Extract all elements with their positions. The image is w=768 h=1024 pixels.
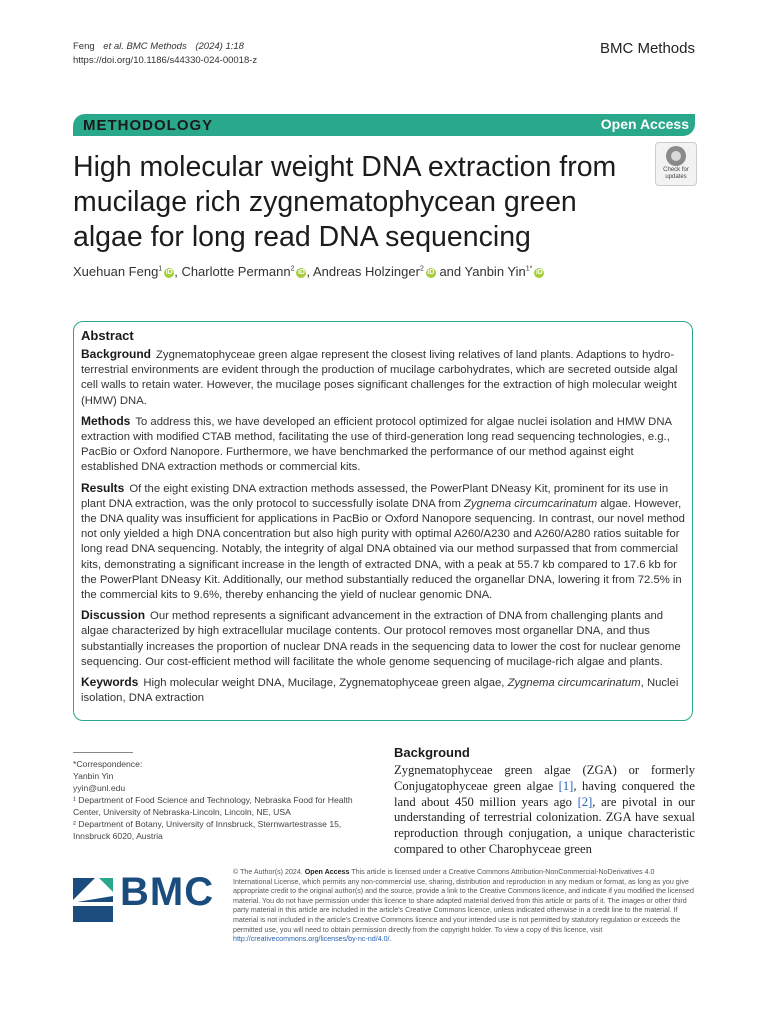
orcid-icon[interactable]: iD bbox=[297, 268, 305, 276]
abstract-box bbox=[73, 321, 693, 721]
author-list bbox=[73, 264, 544, 279]
author-separator: , bbox=[174, 264, 182, 279]
abstract-heading: Abstract bbox=[81, 328, 134, 343]
abstract-text: Our method represents a significant advancement in the extraction of DNA from challenging plants and algae characterized by high extracellular mucilage contents. Our protocol removes most organellar DNA, and thus substantially increases the proportion of nuclear DNA reads in the sequencing data to lower the cost for nuclear genome sequencing. Our cost-efficient method will facilitate the whole genome sequencing of mucilage-rich algae and plants. bbox=[81, 610, 681, 668]
citation-volume: (2024) 1:18 bbox=[195, 41, 244, 52]
bmc-logo-icon bbox=[73, 872, 117, 922]
reference-link[interactable]: [2] bbox=[577, 794, 593, 809]
author-affiliation-sup: 2 bbox=[419, 265, 424, 273]
abstract-methods bbox=[81, 414, 685, 476]
abstract-label: Results bbox=[81, 480, 125, 495]
journal-name: BMC Methods bbox=[599, 40, 695, 57]
affiliation-2: ² Department of Botany, University of Innsbruck, Sternwartestrasse 15, Innsbruck 6020, Austria bbox=[73, 819, 342, 841]
orcid-icon[interactable]: iD bbox=[427, 268, 435, 276]
keywords-text: , Nuclei isolation, DNA extraction bbox=[81, 677, 679, 705]
correspondence-notes bbox=[73, 758, 373, 842]
author-name[interactable]: Xuehuan Feng bbox=[73, 264, 159, 279]
abstract-discussion bbox=[81, 608, 685, 670]
license-link[interactable]: http://creativecommons.org/licenses/by-nc-nd/4.0/ bbox=[233, 935, 390, 944]
abstract-label: Keywords bbox=[81, 675, 139, 690]
license-body: This article is licensed under a Creative Commons Attribution-NonCommercial-NoDerivatives 4.0 International License, which permits any non-commercial use, sharing, distribution and reproduction in any medium or format, as long as you give appropriate credit to the original author(s) and the source, provide a link to the Creative Commons licence, and indicate if you modified the licensed material. You do not have permission under this licence to share adapted material derived from this article or parts of it. The images or other third party material in this article are included in the article's Creative Commons licence, unless indicated otherwise in a credit line to the material. If material is not included in the article's Creative Commons licence and your intended use is not permitted by statutory regulation or exceeds the permitted use, you will need to obtain permission directly from the copyright holder. To view a copy of this licence, visit bbox=[233, 868, 694, 934]
abstract-text: Zygnematophyceae green algae represent the closest living relatives of land plants. Adaptions to hydro-terrestrial environments are evident through the production of mucilage carbohydrates, which are secreted outside algal cell walls to retain water. However, the mucilage poses significant challenges for the extraction of high molecular weight (HMW) DNA. bbox=[81, 349, 678, 407]
check-updates-line2: updates bbox=[665, 174, 687, 180]
license-text bbox=[233, 868, 695, 945]
abstract-label: Discussion bbox=[81, 608, 146, 623]
correspondence-email[interactable]: yyin@unl.edu bbox=[73, 783, 126, 793]
body-text: Zygnematophyceae green algae (ZGA) or formerly Conjugatophyceae green algae bbox=[394, 763, 695, 793]
article-title: High molecular weight DNA extraction from mucilage rich zygnematophycean green algae for long read DNA sequencing bbox=[73, 151, 617, 253]
affiliation-1: ¹ Department of Food Science and Technology, Nebraska Food for Health Center, University of Nebraska-Lincoln, Lincoln, NE, USA bbox=[73, 795, 353, 817]
background-body bbox=[394, 763, 695, 858]
open-access-label: Open Access bbox=[600, 116, 689, 132]
bmc-logo-text: BMC bbox=[120, 870, 215, 914]
doi-link[interactable]: https://doi.org/10.1186/s44330-024-00018-z bbox=[73, 55, 258, 66]
license-copyright: © The Author(s) 2024. bbox=[233, 868, 305, 876]
author-affiliation-sup: 2 bbox=[290, 265, 295, 273]
license-end: . bbox=[389, 935, 392, 944]
species-name: Zygnema circumcarinatum bbox=[464, 497, 598, 510]
abstract-text: Of the eight existing DNA extraction methods assessed, the PowerPlant DNeasy Kit, prominent for its use in plant DNA extraction, was the only protocol to successfully isolate DNA from bbox=[81, 482, 669, 510]
check-for-updates-badge[interactable] bbox=[655, 142, 697, 186]
check-updates-line1: Check for bbox=[663, 167, 689, 173]
correspondence-name: Yanbin Yin bbox=[73, 771, 114, 781]
background-heading: Background bbox=[394, 745, 470, 760]
citation-authors: Feng et al. BMC Methods bbox=[73, 41, 187, 52]
article-type-band bbox=[73, 114, 695, 136]
abstract-background bbox=[81, 347, 685, 409]
orcid-icon[interactable]: iD bbox=[165, 268, 173, 276]
abstract-text: algae. However, the DNA quality was insufficient for applications in PacBio or Oxford Nanopore sequencing. In contrast, our novel method not only yielded a high DNA concentration but also high purity with optimal A260/A230 and A260/A280 ratios suitable for long read DNA sequencing. Notably, the integrity of algal DNA obtained via our method surpassed that from commercial kits, demonstrating a significant increase in the length of extracted DNA, with a peak at 55.7 kb compared to 17.6 kb for the PowerPlant DNeasy Kit. Additionally, our method substantially reduced the organellar DNA, lowering it from 72.5% in the commercial kits to 9.6%, thereby enhancing the yield of nuclear genomic DNA. bbox=[81, 497, 685, 602]
abstract-label: Background bbox=[81, 347, 152, 361]
abstract-results bbox=[81, 481, 685, 604]
license-open-access: Open Access bbox=[304, 868, 350, 876]
check-updates-icon bbox=[666, 146, 686, 166]
abstract-label: Methods bbox=[81, 413, 131, 428]
keywords-text: High molecular weight DNA, Mucilage, Zygnematophyceae green algae, bbox=[143, 677, 508, 690]
reference-link[interactable]: [1] bbox=[558, 778, 574, 793]
orcid-icon[interactable]: iD bbox=[535, 268, 543, 276]
body-text: , are pivotal in our understanding of terrestrial colonization. ZGA have sexual reproduction through conjugation, a unique characteristic compared to other Charophyceae green bbox=[394, 794, 695, 856]
author-name[interactable]: Andreas Holzinger bbox=[312, 264, 420, 279]
abstract-keywords bbox=[81, 675, 685, 706]
author-affiliation-sup: 1* bbox=[525, 265, 533, 273]
author-name[interactable]: Yanbin Yin bbox=[464, 264, 526, 279]
correspondence-label: *Correspondence: bbox=[73, 759, 143, 769]
citation-header bbox=[73, 40, 257, 68]
abstract-text: To address this, we have developed an efficient protocol optimized for algae nuclei isolation and HMW DNA extraction with modified CTAB method, facilitating the use of third-generation long read sequencing technologies, e.g., PacBio or Oxford Nanopore. Furthermore, we have benchmarked the performance of our method against eight established DNA extraction methods or commercial kits. bbox=[81, 415, 672, 474]
author-separator: and bbox=[435, 264, 465, 279]
article-type-label: METHODOLOGY bbox=[83, 117, 214, 134]
body-text: , having conquered the land about 450 million years ago bbox=[394, 778, 695, 809]
author-name[interactable]: Charlotte Permann bbox=[181, 264, 291, 279]
species-name: Zygnema circumcarinatum bbox=[507, 677, 641, 690]
author-affiliation-sup: 1 bbox=[158, 265, 163, 273]
author-separator: , bbox=[306, 264, 313, 279]
footnote-rule bbox=[73, 752, 133, 753]
